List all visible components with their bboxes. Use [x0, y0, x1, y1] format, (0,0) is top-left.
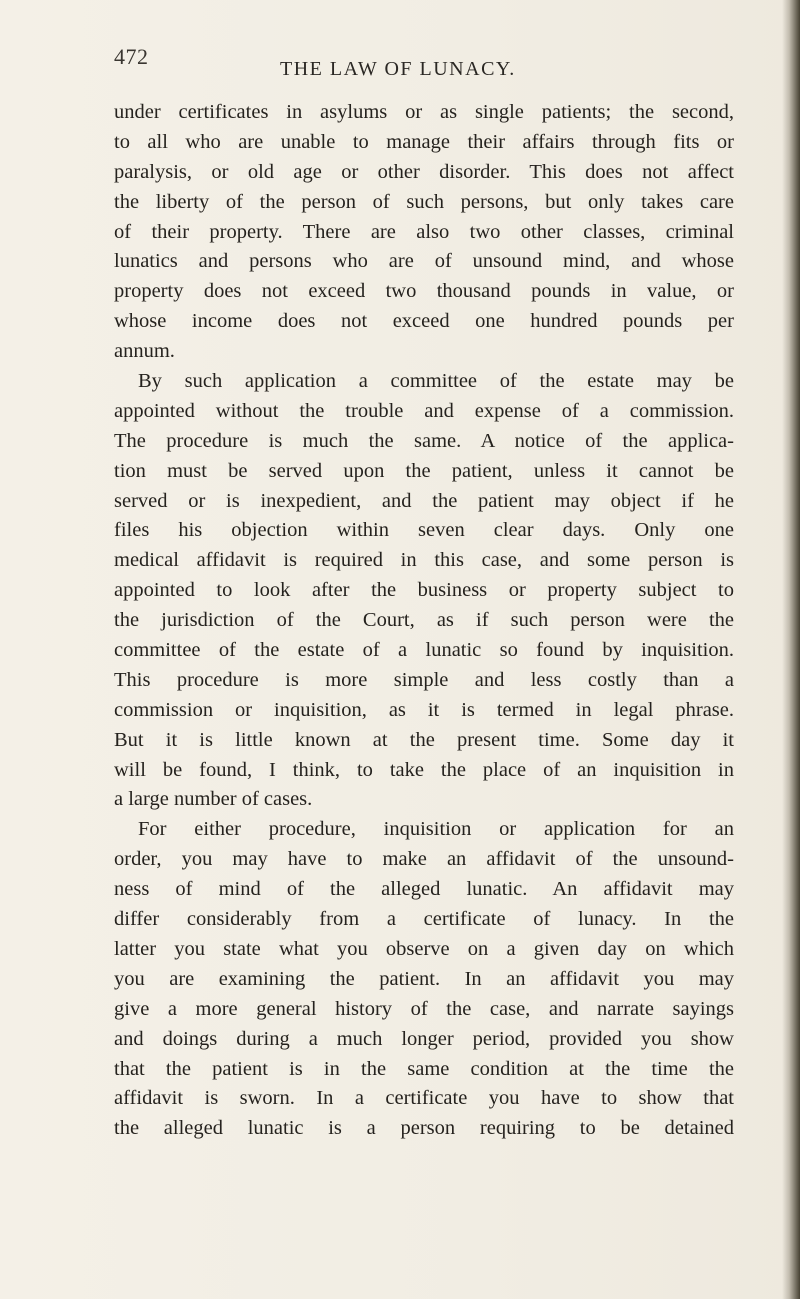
text-line: to all who are unable to manage their affairs through fits or	[114, 130, 734, 153]
text-line: that the patient is in the same condition at the time the	[114, 1057, 734, 1080]
text-line: order, you may have to make an affidavit of the unsound-	[114, 848, 734, 871]
text-line: files his objection within seven clear days. Only one	[114, 519, 734, 542]
text-line: annum.	[114, 340, 175, 363]
text-line: tion must be served upon the patient, unless it cannot be	[114, 459, 734, 482]
text-line: and doings during a much longer period, provided you show	[114, 1027, 734, 1050]
text-line: This procedure is more simple and less costly than a	[114, 668, 734, 691]
text-line: latter you state what you observe on a given day on which	[114, 937, 734, 960]
text-line: ness of mind of the alleged lunatic. An affidavit may	[114, 878, 734, 901]
page-edge-shadow	[782, 0, 800, 1299]
text-line: of their property. There are also two other classes, criminal	[114, 220, 734, 243]
text-line: The procedure is much the same. A notice of the applica-	[114, 429, 734, 452]
text-line: the alleged lunatic is a person requiring to be detained	[114, 1117, 734, 1140]
text-line: appointed to look after the business or property subject to	[114, 579, 734, 602]
text-line: under certificates in asylums or as single patients; the second,	[114, 101, 734, 123]
text-line: the liberty of the person of such persons, but only takes care	[114, 190, 734, 213]
text-line: property does not exceed two thousand pounds in value, or	[114, 280, 734, 303]
text-line: paralysis, or old age or other disorder. This does not affect	[114, 160, 734, 183]
text-line: appointed without the trouble and expense of a commission.	[114, 399, 734, 422]
text-line: give a more general history of the case, and narrate sayings	[114, 997, 734, 1020]
text-line: medical affidavit is required in this case, and some person is	[114, 549, 734, 572]
body-text	[114, 98, 734, 1144]
running-head: THE LAW OF LUNACY.	[280, 58, 516, 80]
text-line: served or is inexpedient, and the patient may object if he	[114, 489, 734, 512]
text-line: whose income does not exceed one hundred pounds per	[114, 310, 734, 333]
text-line: By such application a committee of the estate may be	[138, 370, 734, 393]
text-line: will be found, I think, to take the place of an inquisition in	[114, 758, 734, 781]
page-number: 472	[114, 44, 149, 69]
text-line: a large number of cases.	[114, 788, 313, 811]
text-line: For either procedure, inquisition or application for an	[138, 818, 734, 841]
text-line: the jurisdiction of the Court, as if such person were the	[114, 609, 734, 632]
text-line: affidavit is sworn. In a certificate you have to show that	[114, 1087, 734, 1110]
text-line: commission or inquisition, as it is termed in legal phrase.	[114, 698, 734, 721]
text-line: committee of the estate of a lunatic so found by inquisition.	[114, 639, 734, 662]
text-line: But it is little known at the present time. Some day it	[114, 728, 734, 751]
text-line: you are examining the patient. In an affidavit you may	[114, 967, 734, 990]
text-line: differ considerably from a certificate of lunacy. In the	[114, 908, 734, 931]
text-line: lunatics and persons who are of unsound mind, and whose	[114, 250, 734, 273]
